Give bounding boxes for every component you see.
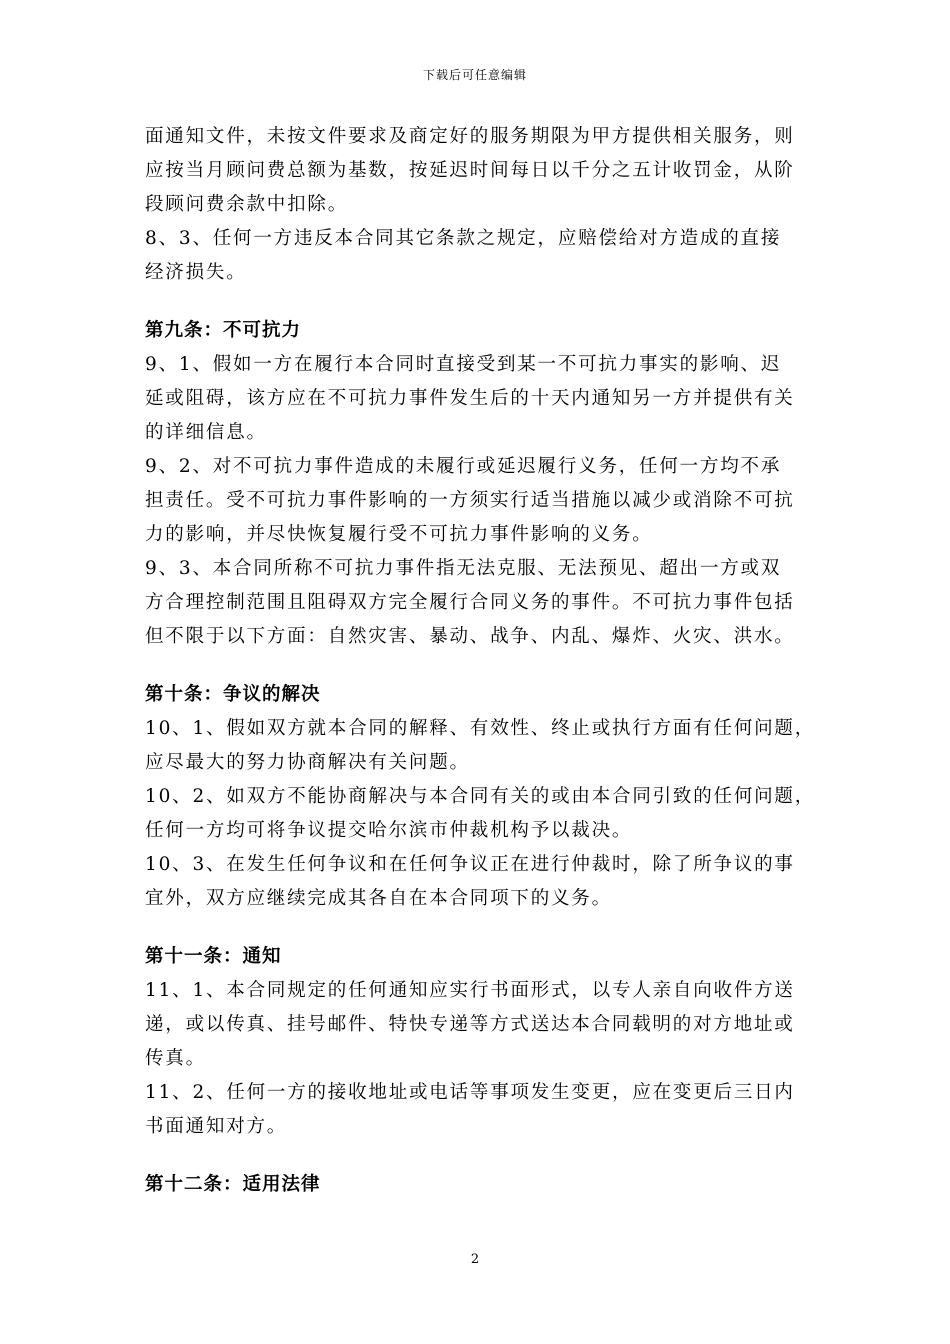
paragraph-line: 担责任。受不可抗力事件影响的一方须实行适当措施以减少或消除不可抗	[145, 490, 795, 511]
paragraph-line: 的详细信息。	[145, 422, 267, 443]
paragraph-line: 8、3、任何一方违反本合同其它条款之规定，应赔偿给对方造成的直接	[145, 228, 782, 249]
paragraph-line: 书面通知对方。	[145, 1116, 288, 1137]
paragraph-line: 11、1、本合同规定的任何通知应实行书面形式，以专人亲自向收件方送	[145, 980, 795, 1001]
section-12	[145, 1168, 815, 1202]
section-heading: 第十条：争议的解决	[145, 684, 321, 705]
section-8-continuation	[145, 120, 815, 290]
paragraph-line: 递，或以传真、挂号邮件、特快专递等方式送达本合同载明的对方地址或	[145, 1014, 795, 1035]
paragraph-line: 宜外，双方应继续完成其各自在本合同项下的义务。	[145, 888, 612, 909]
paragraph-line: 应按当月顾问费总额为基数，按延迟时间每日以千分之五计收罚金，从阶	[145, 160, 795, 181]
paragraph-line: 10、2、如双方不能协商解决与本合同有关的或由本合同引致的任何问题，	[145, 786, 816, 807]
paragraph-line: 延或阻碍，该方应在不可抗力事件发生后的十天内通知另一方并提供有关	[145, 388, 795, 409]
paragraph-line: 方合理控制范围且阻碍双方完全履行合同义务的事件。不可抗力事件包括	[145, 592, 795, 613]
section-heading: 第十一条：通知	[145, 946, 282, 967]
section-heading: 第九条：不可抗力	[145, 320, 302, 341]
paragraph-line: 10、1、假如双方就本合同的解释、有效性、终止或执行方面有任何问题，	[145, 718, 816, 739]
document-body	[145, 120, 815, 1202]
page-header: 下载后可任意编辑	[422, 68, 527, 82]
paragraph-line: 任何一方均可将争议提交哈尔滨市仲裁机构予以裁决。	[145, 820, 633, 841]
section-9	[145, 314, 815, 654]
section-11	[145, 940, 815, 1144]
paragraph-line: 力的影响，并尽快恢复履行受不可抗力事件影响的义务。	[145, 524, 653, 545]
paragraph-line: 但不限于以下方面：自然灾害、暴动、战争、内乱、爆炸、火灾、洪水。	[145, 626, 795, 647]
section-heading: 第十二条：适用法律	[145, 1174, 321, 1195]
paragraph-line: 11、2、任何一方的接收地址或电话等事项发生变更，应在变更后三日内	[145, 1082, 795, 1103]
paragraph-line: 10、3、在发生任何争议和在任何争议正在进行仲裁时，除了所争议的事	[145, 854, 795, 875]
paragraph-line: 9、1、假如一方在履行本合同时直接受到某一不可抗力事实的影响、迟	[145, 354, 782, 375]
page-number: 2	[470, 1252, 480, 1267]
paragraph-line: 应尽最大的努力协商解决有关问题。	[145, 752, 470, 773]
section-10	[145, 678, 815, 916]
paragraph-line: 9、2、对不可抗力事件造成的未履行或延迟履行义务，任何一方均不承	[145, 456, 782, 477]
paragraph-line: 经济损失。	[145, 262, 247, 283]
paragraph-line: 面通知文件，未按文件要求及商定好的服务期限为甲方提供相关服务，则	[145, 126, 795, 147]
paragraph-line: 传真。	[145, 1048, 206, 1069]
paragraph-line: 段顾问费余款中扣除。	[145, 194, 349, 215]
paragraph-line: 9、3、本合同所称不可抗力事件指无法克服、无法预见、超出一方或双	[145, 558, 782, 579]
